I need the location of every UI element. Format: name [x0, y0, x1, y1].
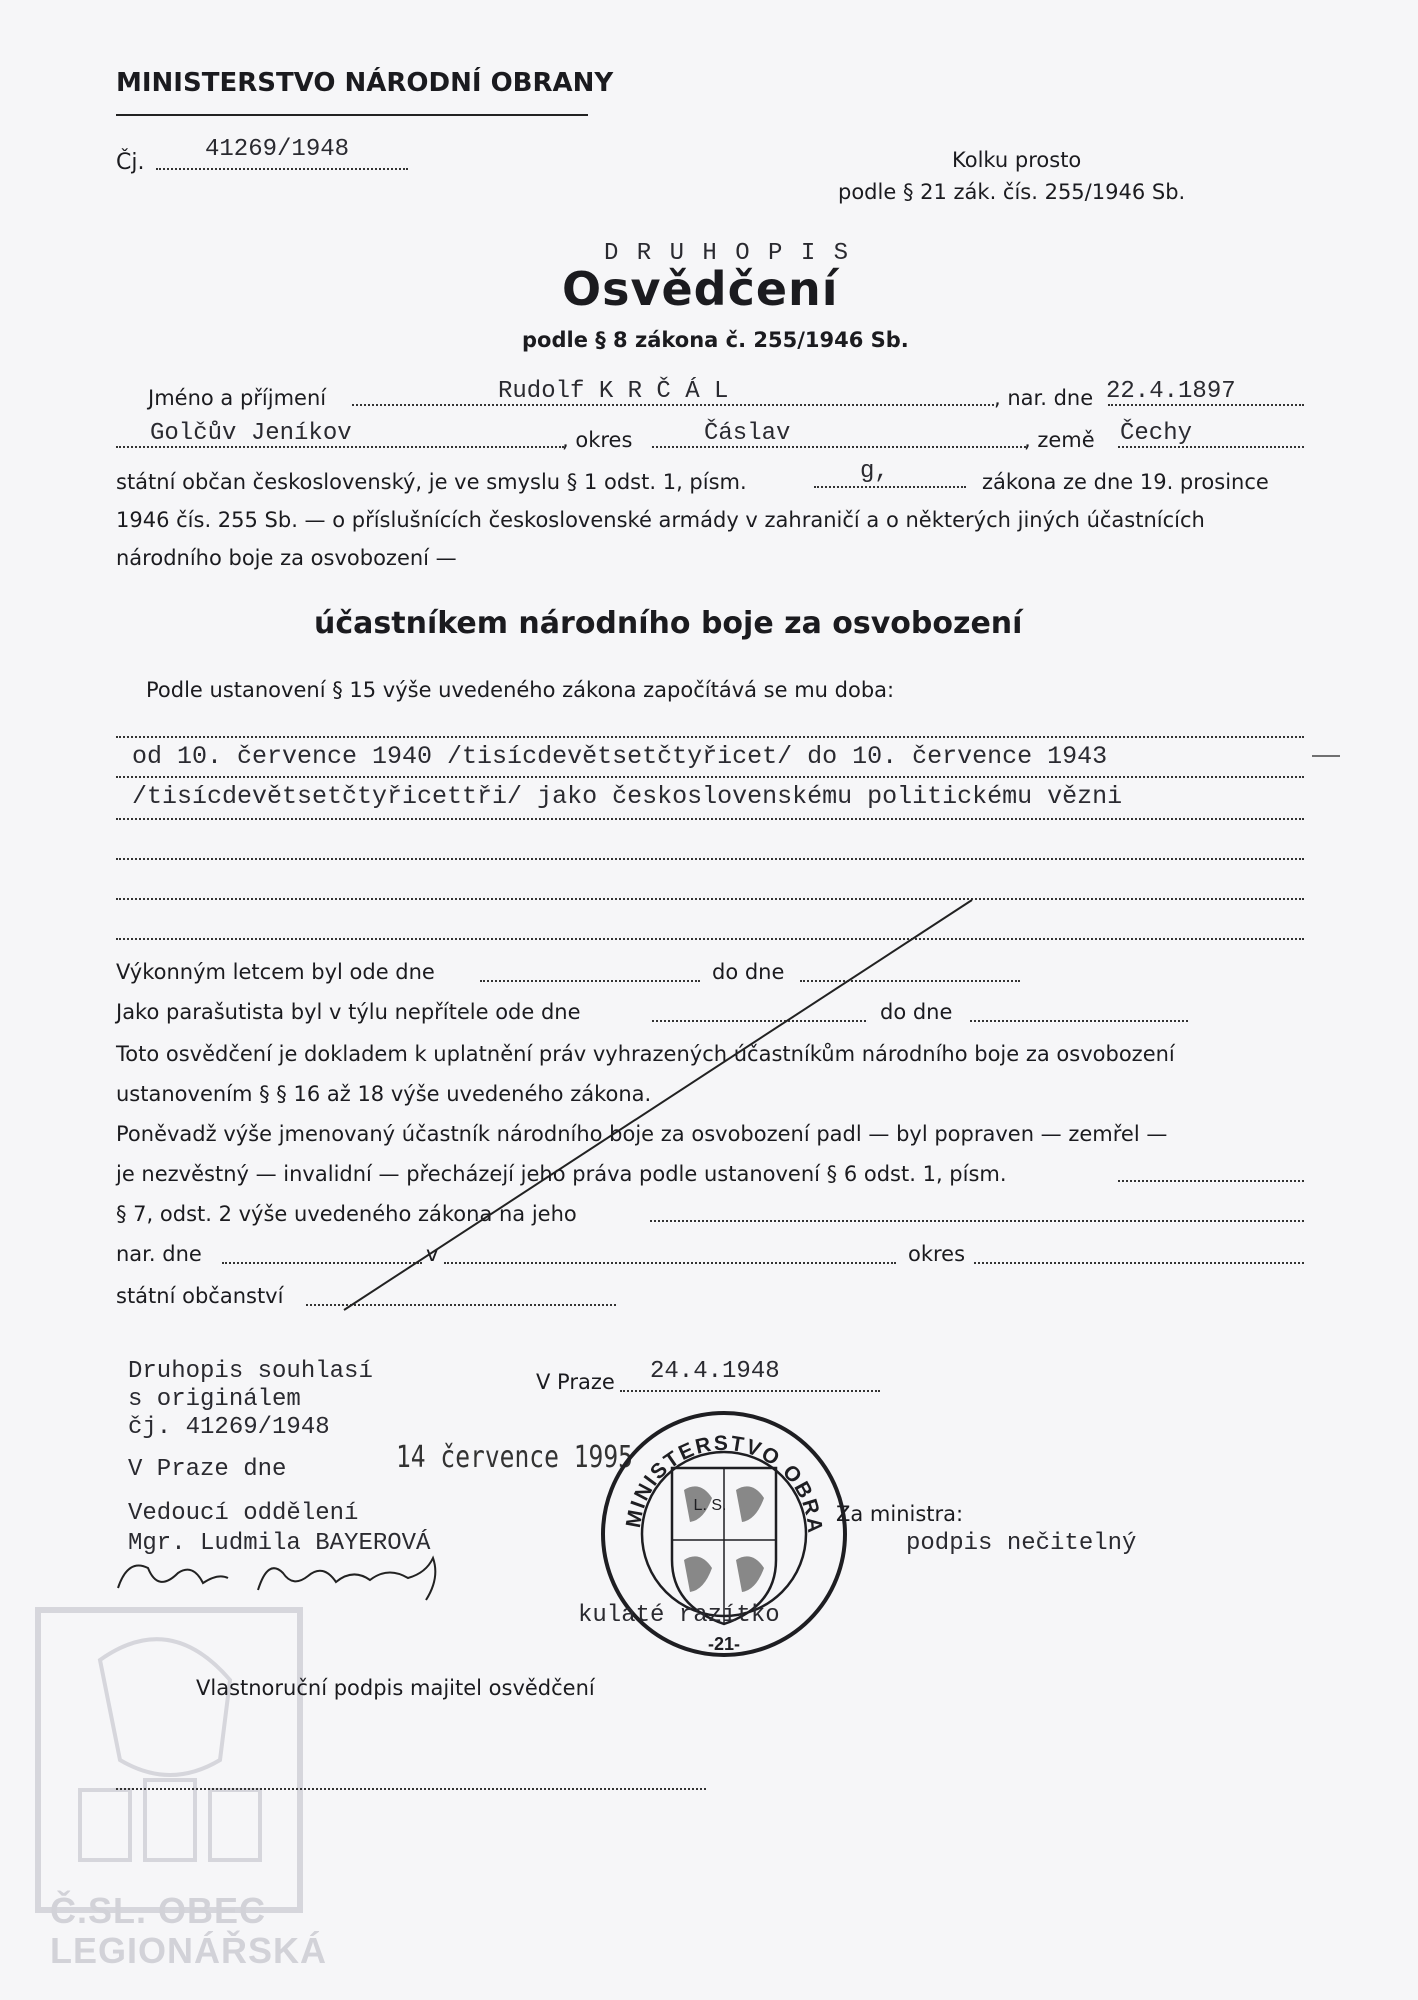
svg-text:-21-: -21-	[707, 1634, 741, 1654]
document-subtitle: podle § 8 zákona č. 255/1946 Sb.	[522, 328, 909, 352]
born-label: , nar. dne	[994, 386, 1094, 410]
district2-label: okres	[908, 1242, 966, 1266]
issue-date: 24.4.1948	[650, 1358, 780, 1385]
v-praze-label: V Praze	[536, 1370, 615, 1394]
owner-signature-label: Vlastnoruční podpis majitel osvědčení	[196, 1676, 595, 1700]
fallen-line1: Poněvadž výše jmenovaný účastník národního boje za osvobození padl — byl popraven — zemřel —	[116, 1122, 1168, 1146]
pilot-to-label: do dne	[712, 960, 785, 984]
document-title: Osvědčení	[562, 262, 839, 316]
stamp-free-line2: podle § 21 zák. čís. 255/1946 Sb.	[838, 180, 1186, 204]
owner-signature-dotline	[116, 1788, 706, 1790]
duplicate-label: D R U H O P I S	[604, 240, 851, 267]
copy-line3: čj. 41269/1948	[128, 1414, 330, 1441]
round-stamp-label: kulaté razítko	[578, 1602, 780, 1629]
period-intro: Podle ustanovení § 15 výše uvedeného zákona započítává se mu doba:	[146, 678, 895, 702]
head-signature-icon	[108, 1548, 448, 1608]
letter-value: g,	[860, 458, 889, 485]
name-value: Rudolf K R Č Á L	[498, 378, 729, 405]
place-value: Golčův Jeníkov	[150, 420, 352, 447]
district-label: , okres	[562, 428, 633, 452]
pilot-label: Výkonným letcem byl ode dne	[116, 960, 435, 984]
cert-line1: Toto osvědčení je dokladem k uplatnění práv vyhrazených účastníkům národního boje za osvobození	[116, 1042, 1175, 1066]
born-value: 22.4.1897	[1106, 378, 1236, 405]
period-line1: od 10. července 1940 /tisícdevětsetčtyřicet/ do 10. července 1943	[132, 742, 1108, 771]
stamp-free-line1: Kolku prosto	[952, 148, 1082, 172]
svg-text:MINISTERSTVO OBRANY: MINISTERSTVO OBRA	[621, 1431, 827, 1536]
para-label: Jako parašutista byl v týlu nepřítele ode dne	[116, 1000, 581, 1024]
illegible-signature: podpis nečitelný	[906, 1530, 1137, 1557]
head-label: Vedoucí oddělení	[128, 1500, 359, 1527]
country-value: Čechy	[1120, 420, 1193, 447]
name-label: Jméno a příjmení	[148, 386, 327, 410]
born2-label: nar. dne	[116, 1242, 202, 1266]
body-line2: 1946 čís. 255 Sb. — o příslušnících československé armády v zahraničí a o některých jiných účastnících	[116, 508, 1205, 532]
country-label: , země	[1024, 428, 1095, 452]
copy-line2: s originálem	[128, 1386, 301, 1413]
district-value: Čáslav	[704, 420, 791, 447]
watermark-text-1: Č.SL. OBEC	[50, 1890, 267, 1931]
para-to-label: do dne	[880, 1000, 953, 1024]
body-line3: národního boje za osvobození —	[116, 546, 457, 570]
citizenship-label: státní občanství	[116, 1284, 284, 1308]
body-line1-a: státní občan československý, je ve smyslu § 1 odst. 1, písm.	[116, 470, 747, 494]
v-praze-dotline	[620, 1390, 880, 1392]
copy-line1: Druhopis souhlasí	[128, 1358, 373, 1385]
fallen-line3: § 7, odst. 2 výše uvedeného zákona na jeho	[116, 1202, 577, 1226]
body-line1-b: zákona ze dne 19. prosince	[982, 470, 1269, 494]
date-stamp: 14 července 1995	[396, 1440, 633, 1475]
participant-heading: účastníkem národního boje za osvobození	[314, 606, 1023, 641]
fallen-line2: je nezvěstný — invalidní — přecházejí jeho práva podle ustanovení § 6 odst. 1, písm.	[116, 1162, 1007, 1186]
praha-dne-label: V Praze dne	[128, 1456, 287, 1483]
ministry-heading: MINISTERSTVO NÁRODNÍ OBRANY	[116, 68, 614, 98]
v-label: v	[426, 1242, 439, 1266]
for-minister-label: Za ministra:	[836, 1502, 964, 1526]
watermark-text-2: LEGIONÁŘSKÁ	[50, 1930, 328, 1971]
head-name: Mgr. Ludmila BAYEROVÁ	[128, 1530, 431, 1557]
period-line2: /tisícdevětsetčtyřicettři/ jako československému politickému vězni	[132, 782, 1123, 811]
cert-line2: ustanovením § § 16 až 18 výše uvedeného zákona.	[116, 1082, 652, 1106]
cj-value: 41269/1948	[205, 136, 350, 163]
svg-text:L. S.: L. S.	[693, 1497, 727, 1514]
cj-label: Čj.	[116, 150, 145, 175]
